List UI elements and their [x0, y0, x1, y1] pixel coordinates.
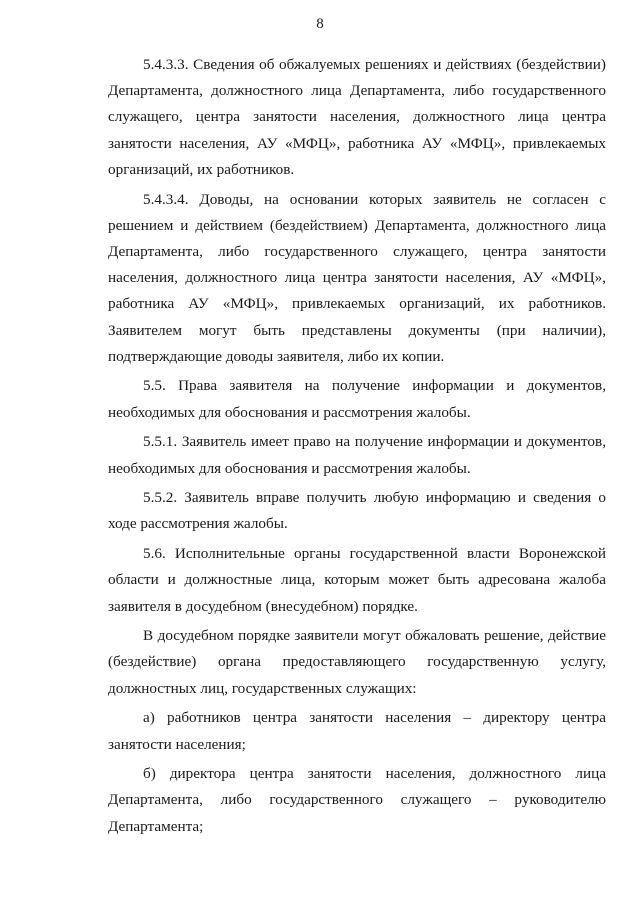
document-body	[108, 52, 606, 843]
list-item-b: б) директора центра занятости населения, должностного лица Департамента, либо государственного служащего – руководителю Департамента;	[108, 765, 606, 835]
paragraph-5-4-3-3: 5.4.3.3. Сведения об обжалуемых решениях и действиях (бездействии) Департамента, должностного лица Департамента, либо государственного служащего, центра занятости населения, должностного лица центра занятости населения, АУ «МФЦ», работника АУ «МФЦ», привлекаемых организаций, их работников.	[108, 56, 606, 178]
paragraph-5-5-2: 5.5.2. Заявитель вправе получить любую информацию и сведения о ходе рассмотрения жалобы.	[108, 489, 606, 533]
list-item-a: а) работников центра занятости населения – директору центра занятости населения;	[108, 709, 606, 753]
paragraph-5-4-3-4: 5.4.3.4. Доводы, на основании которых заявитель не согласен с решением и действием (бездействием) Департамента, должностного лица Департамента, либо государственного служащего, центра занятости населения, должностного лица центра занятости населения, АУ «МФЦ», работника АУ «МФЦ», привлекаемых организаций, их работников. Заявителем могут быть представлены документы (при наличии), подтверждающие доводы заявителя, либо их копии.	[108, 190, 606, 365]
paragraph-5-6: 5.6. Исполнительные органы государственной власти Воронежской области и должностные лица, которым может быть адресована жалоба заявителя в досудебном (внесудебном) порядке.	[108, 545, 606, 615]
paragraph-5-5: 5.5. Права заявителя на получение информации и документов, необходимых для обоснования и рассмотрения жалобы.	[108, 377, 606, 421]
page-number: 8	[316, 16, 324, 32]
paragraph-pretrial-appeal: В досудебном порядке заявители могут обжаловать решение, действие (бездействие) органа предоставляющего государственную услугу, должностных лиц, государственных служащих:	[108, 627, 606, 697]
paragraph-5-5-1: 5.5.1. Заявитель имеет право на получение информации и документов, необходимых для обоснования и рассмотрения жалобы.	[108, 433, 606, 477]
